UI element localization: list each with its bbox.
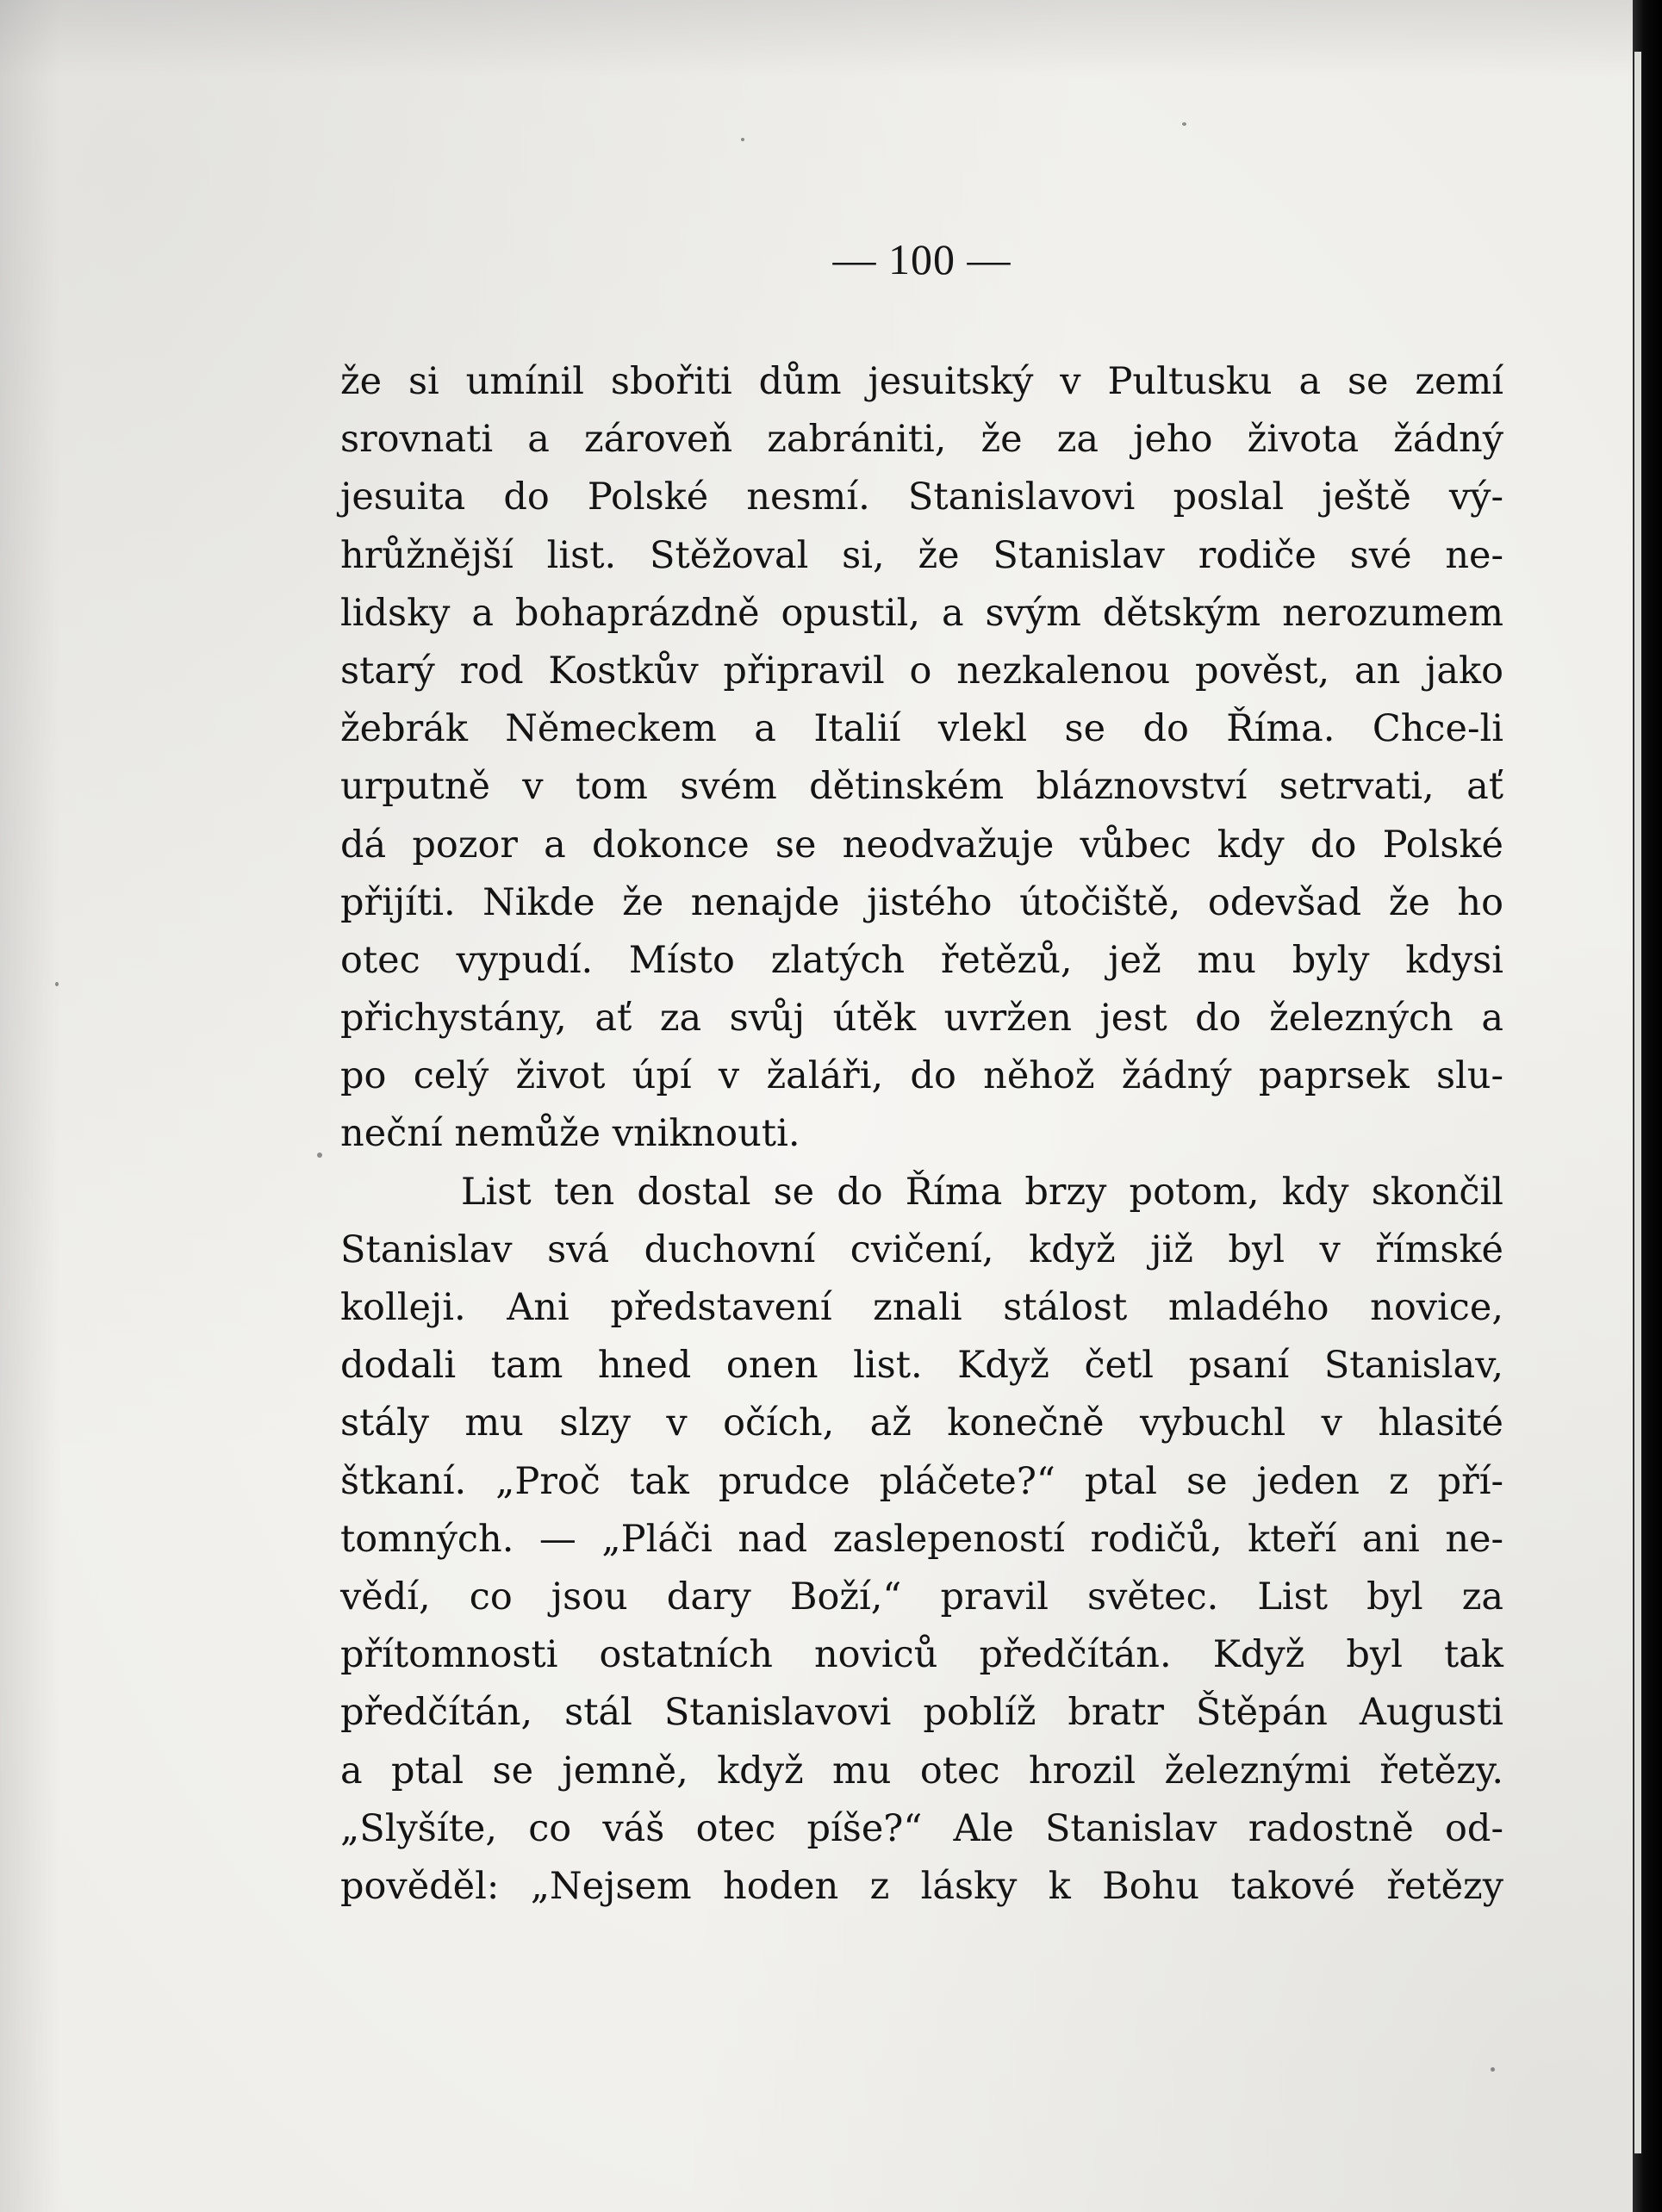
text-line: jesuita do Polské nesmí. Stanislavovi poslal ještě vý- [340, 475, 1503, 519]
page-edge-strip [1634, 52, 1641, 2153]
text-line: srovnati a zároveň zabrániti, že za jeho života žádný [340, 418, 1503, 462]
text-line: tomných. — „Pláči nad zaslepeností rodičů, kteří ani ne- [340, 1517, 1503, 1561]
text-line: kolleji. Ani představení znali stálost mladého novice, [340, 1286, 1503, 1329]
text-line: vědí, co jsou dary Boží,“ pravil světec. List byl za [340, 1575, 1503, 1619]
text-line: „Slyšíte, co váš otec píše?“ Ale Stanislav radostně od- [340, 1806, 1503, 1850]
top-scan-shadow [0, 0, 1637, 78]
text-line: stály mu slzy v očích, až konečně vybuchl v hlasité [340, 1401, 1503, 1445]
page-number: — 100 — [832, 235, 1012, 283]
paragraph-end-line: neční nemůže vniknouti. [340, 1112, 800, 1156]
text-line: Stanislav svá duchovní cvičení, když již byl v římské [340, 1227, 1503, 1271]
text-line: pověděl: „Nejsem hoden z lásky k Bohu takové řetězy [340, 1864, 1503, 1908]
paragraph-start-line: List ten dostal se do Říma brzy potom, kdy skončil [461, 1170, 1503, 1214]
text-line: předčítán, stál Stanislavovi poblíž bratr Štěpán Augusti [340, 1691, 1503, 1735]
scan-border [1633, 0, 1662, 2212]
text-line: žebrák Německem a Italií vlekl se do Říma. Chce-li [340, 707, 1503, 751]
text-line: po celý život úpí v žaláři, do něhož žádný paprsek slu- [340, 1054, 1503, 1098]
text-line: dodali tam hned onen list. Když četl psaní Stanislav, [340, 1344, 1503, 1388]
paper-speck [317, 1153, 322, 1158]
text-line: starý rod Kostkův připravil o nezkalenou pověst, an jako [340, 649, 1503, 693]
text-line: lidsky a bohaprázdně opustil, a svým dětským nerozumem [340, 591, 1503, 635]
text-line: otec vypudí. Místo zlatých řetězů, jež mu byly kdysi [340, 938, 1503, 982]
text-line: přítomnosti ostatních noviců předčítán. Když byl tak [340, 1633, 1503, 1677]
paper-speck [55, 982, 59, 986]
text-line: dá pozor a dokonce se neodvažuje vůbec kdy do Polské [340, 823, 1503, 867]
paper-speck [741, 138, 744, 141]
text-line: že si umínil sbořiti dům jesuitský v Pultusku a se zemí [340, 360, 1503, 403]
paper-speck [1182, 122, 1186, 126]
left-scan-shadow [0, 0, 60, 2212]
text-line: a ptal se jemně, když mu otec hrozil železnými řetězy. [340, 1749, 1503, 1793]
text-line: přichystány, ať za svůj útěk uvržen jest do železných a [340, 997, 1503, 1041]
text-line: přijíti. Nikde že nenajde jistého útočiště, odevšad že ho [340, 880, 1503, 924]
paper-speck [1491, 2067, 1495, 2072]
text-line: hrůžnější list. Stěžoval si, že Stanislav rodiče své ne- [340, 533, 1503, 577]
text-line: urputně v tom svém dětinském bláznovství setrvati, ať [340, 765, 1503, 809]
text-line: štkaní. „Proč tak prudce pláčete?“ ptal se jeden z pří- [340, 1459, 1503, 1503]
body-text [340, 353, 1503, 1916]
